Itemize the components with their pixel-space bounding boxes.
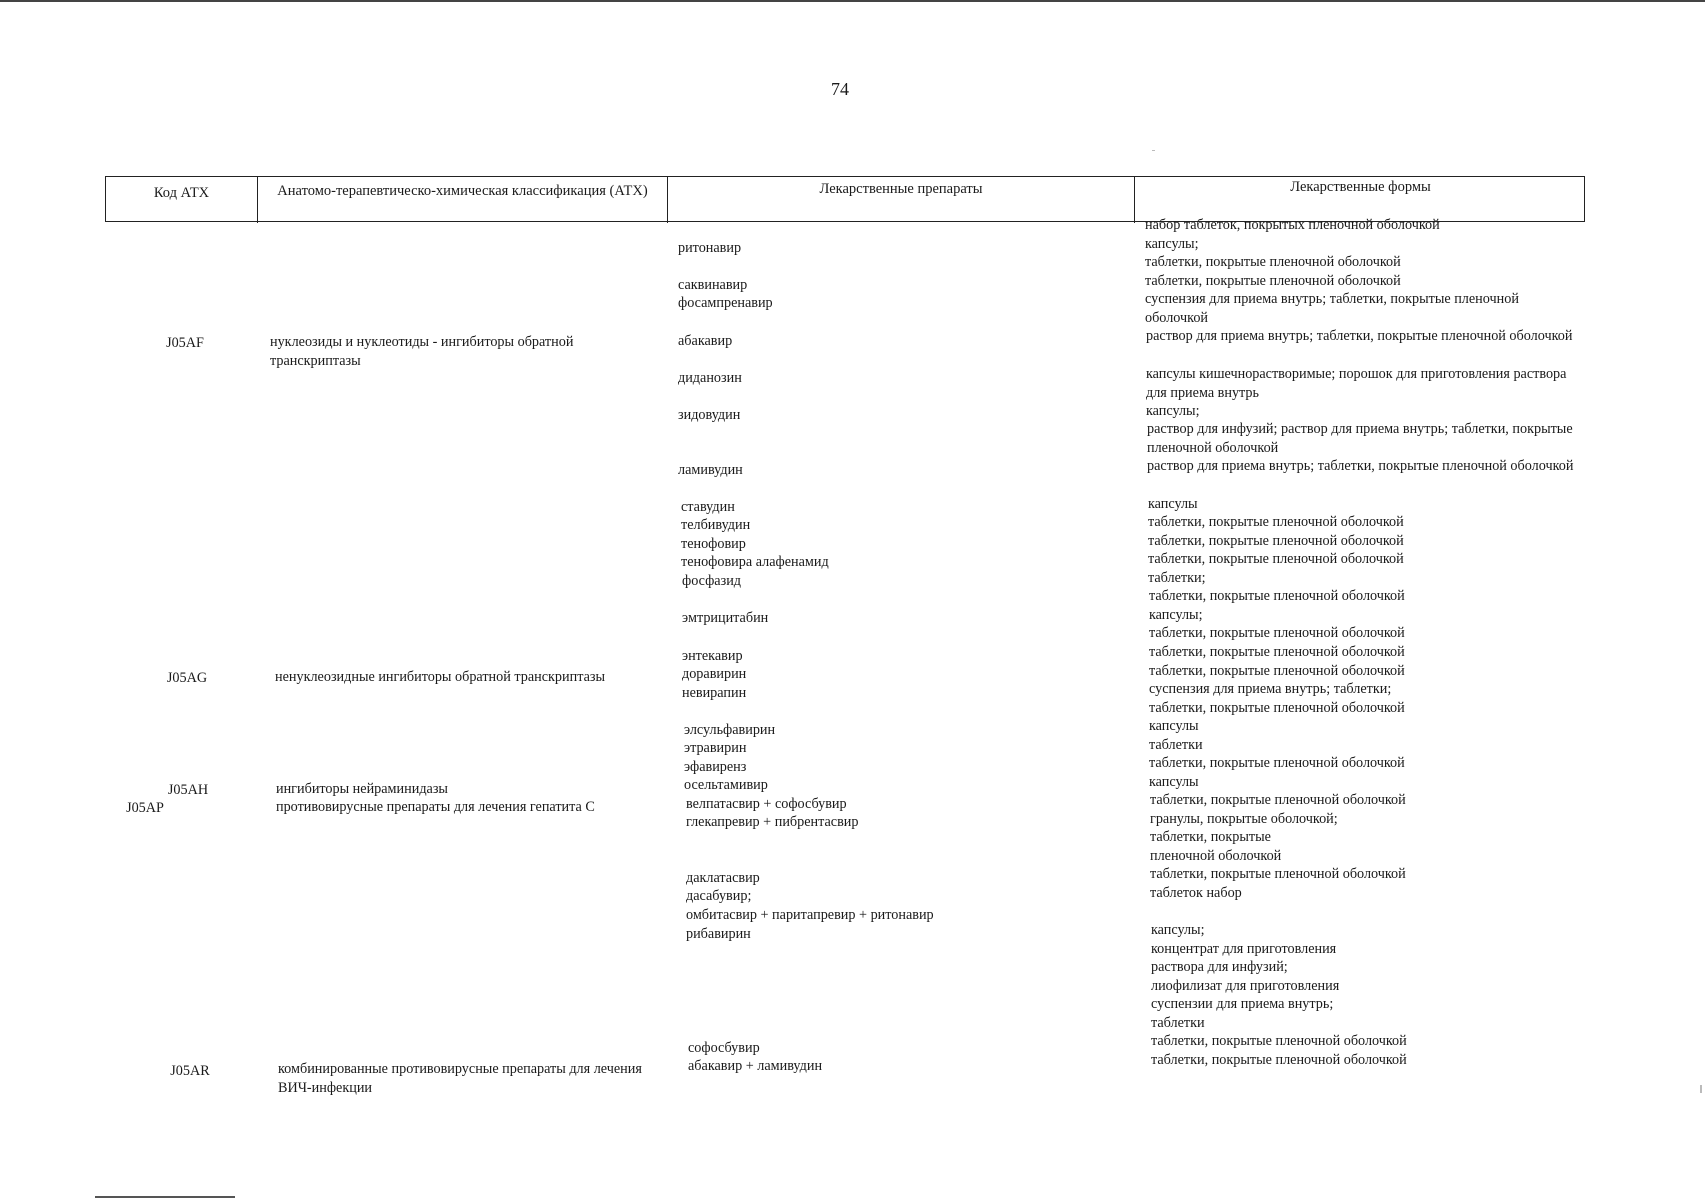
dosage-form: капсулы; — [1151, 922, 1205, 938]
atc-group-name: противовирусные препараты для лечения гепатита С — [276, 799, 595, 815]
dosage-form: таблетки, покрытые пленочной оболочкой — [1149, 644, 1405, 660]
drug-name: софосбувир — [688, 1040, 760, 1056]
dosage-form: таблетки, покрытые пленочной оболочкой — [1149, 588, 1405, 604]
scan-speck — [1152, 150, 1155, 151]
atc-code: J05AH — [167, 782, 209, 798]
dosage-form: таблетки, покрытые пленочной оболочкой — [1149, 663, 1405, 679]
dosage-form: таблетки, покрытые пленочной оболочкой — [1151, 1052, 1407, 1068]
dosage-form: таблетки — [1149, 737, 1203, 753]
dosage-form: капсулы; — [1146, 403, 1200, 419]
atc-code: J05AG — [166, 670, 208, 686]
drug-name: фосфазид — [682, 573, 742, 589]
drug-name: саквинавир — [678, 277, 748, 293]
drug-name: телбивудин — [681, 517, 751, 533]
drug-name: даклатасвир — [686, 870, 760, 886]
dosage-form: раствор для приема внутрь; таблетки, покрытые пленочной оболочкой — [1146, 328, 1573, 344]
atc-group-name: ингибиторы нейраминидазы — [276, 781, 448, 797]
dosage-form: набор таблеток, покрытых пленочной оболочкой — [1145, 217, 1440, 233]
dosage-form: таблетки, покрытые — [1150, 829, 1271, 845]
drug-name: ставудин — [681, 499, 735, 515]
scan-speck — [1700, 1085, 1702, 1093]
dosage-form: таблеток набор — [1150, 885, 1242, 901]
drug-name: тенофовира алафенамид — [681, 554, 829, 570]
drug-name: энтекавир — [682, 648, 743, 664]
atc-group-name: нуклеозиды и нуклеотиды - ингибиторы обратной транскриптазы — [270, 334, 574, 369]
dosage-form: таблетки, покрытые пленочной оболочкой — [1149, 700, 1405, 716]
dosage-form: капсулы; — [1145, 236, 1199, 252]
atc-code: J05AR — [170, 1063, 210, 1079]
dosage-form: таблетки, покрытые пленочной оболочкой — [1151, 1033, 1407, 1049]
header-drugs: Лекарственные препараты — [668, 177, 1135, 223]
dosage-form: раствор для инфузий; раствор для приема внутрь; таблетки, покрытые пленочной оболочкой — [1147, 421, 1573, 456]
dosage-form: таблетки; — [1148, 570, 1206, 586]
dosage-form: таблетки, покрытые пленочной оболочкой — [1148, 533, 1404, 549]
dosage-form: суспензия для приема внутрь; таблетки, покрытые пленочной оболочкой — [1145, 291, 1519, 326]
atc-code: J05AF — [166, 335, 204, 351]
drug-name: ритонавир — [678, 240, 742, 256]
drug-name: велпатасвир + софосбувир — [686, 796, 847, 812]
drug-name: дасабувир; — [686, 888, 752, 904]
dosage-form: таблетки, покрытые пленочной оболочкой — [1150, 792, 1406, 808]
dosage-form: таблетки, покрытые пленочной оболочкой — [1149, 625, 1405, 641]
drug-name: тенофовир — [681, 536, 746, 552]
drug-name: диданозин — [678, 370, 742, 386]
dosage-form: суспензии для приема внутрь; — [1151, 996, 1334, 1012]
scan-artifact-line — [95, 1196, 235, 1198]
header-forms: Лекарственные формы — [1290, 179, 1431, 195]
drug-name: фосампренавир — [678, 295, 773, 311]
drug-name: ламивудин — [678, 462, 743, 478]
dosage-form: пленочной оболочкой — [1150, 848, 1282, 864]
drug-name: эфавиренз — [684, 759, 747, 775]
drug-name: элсульфавирин — [684, 722, 776, 738]
scan-edge-line — [0, 0, 1705, 2]
dosage-form: раствора для инфузий; — [1151, 959, 1288, 975]
atc-group-name: комбинированные противовирусные препараты для лечения ВИЧ-инфекции — [278, 1061, 642, 1096]
dosage-form: таблетки, покрытые пленочной оболочкой — [1150, 866, 1406, 882]
dosage-form: капсулы — [1149, 718, 1199, 734]
dosage-form: капсулы кишечнорастворимые; порошок для приготовления раствора для приема внутрь — [1146, 366, 1567, 401]
header-classification: Анатомо-терапевтическо-химическая классификация (АТХ) — [258, 177, 668, 223]
drug-name: глекапревир + пибрентасвир — [686, 814, 859, 830]
drug-name: осельтамивир — [684, 777, 768, 793]
drug-name: рибавирин — [686, 926, 751, 942]
drug-name: доравирин — [682, 666, 747, 682]
page-number: 74 — [831, 79, 849, 99]
drug-name: этравирин — [684, 740, 747, 756]
dosage-form: таблетки, покрытые пленочной оболочкой — [1148, 514, 1404, 530]
drug-name: абакавир + ламивудин — [688, 1058, 823, 1074]
header-code: Код АТХ — [106, 177, 258, 223]
atc-code: J05AP — [126, 800, 164, 816]
dosage-form: раствор для приема внутрь; таблетки, покрытые пленочной оболочкой — [1147, 458, 1574, 474]
dosage-form: капсулы; — [1149, 607, 1203, 623]
dosage-form: таблетки — [1151, 1015, 1205, 1031]
dosage-form: суспензия для приема внутрь; таблетки; — [1149, 681, 1392, 697]
dosage-form: концентрат для приготовления — [1151, 941, 1337, 957]
dosage-form: таблетки, покрытые пленочной оболочкой — [1145, 254, 1401, 270]
dosage-form: лиофилизат для приготовления — [1151, 978, 1340, 994]
dosage-form: таблетки, покрытые пленочной оболочкой — [1149, 755, 1405, 771]
dosage-form: капсулы — [1149, 774, 1199, 790]
drug-name: абакавир — [678, 333, 733, 349]
dosage-form: капсулы — [1148, 496, 1198, 512]
dosage-form: таблетки, покрытые пленочной оболочкой — [1145, 273, 1401, 289]
dosage-form: таблетки, покрытые пленочной оболочкой — [1148, 551, 1404, 567]
drug-name: зидовудин — [678, 407, 741, 423]
drug-name: невирапин — [682, 685, 747, 701]
drug-name: омбитасвир + паритапревир + ритонавир — [686, 907, 934, 923]
drug-name: эмтрицитабин — [682, 610, 769, 626]
dosage-form: гранулы, покрытые оболочкой; — [1150, 811, 1338, 827]
atc-group-name: ненуклеозидные ингибиторы обратной транскриптазы — [275, 669, 606, 685]
